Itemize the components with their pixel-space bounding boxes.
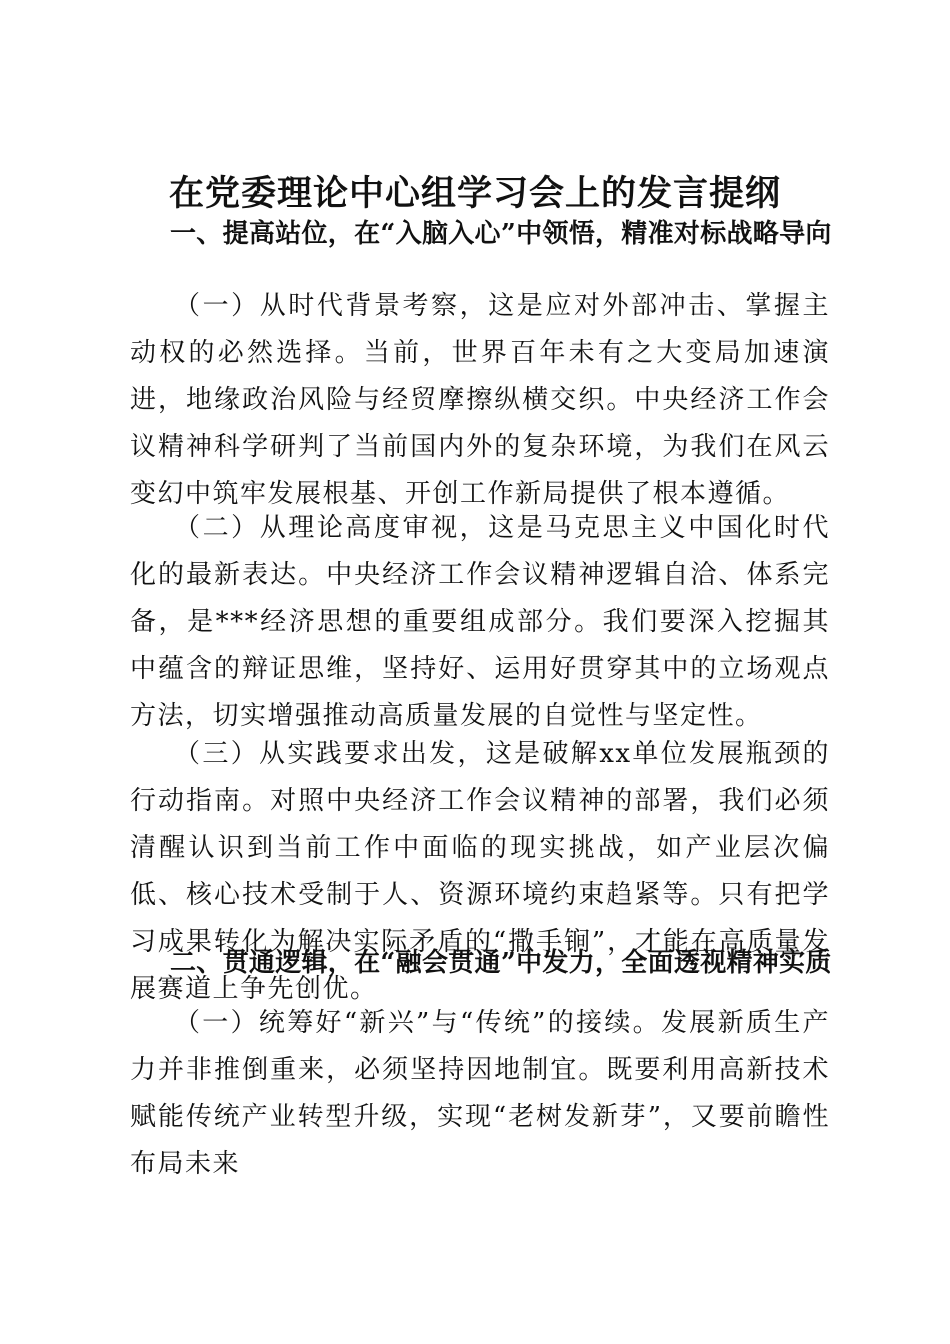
- paragraph-1-2: （二）从理论高度审视，这是马克思主义中国化时代化的最新表达。中央经济工作会议精神逻辑自洽、体系完备，是***经济思想的重要组成部分。我们要深入挖掘其中蕴含的辩证思维，坚持好、运用好贯穿其中的立场观点方法，切实增强推动高质量发展的自觉性与坚定性。: [130, 513, 830, 731]
- paragraph-1-1: （一）从时代背景考察，这是应对外部冲击、掌握主动权的必然选择。当前，世界百年未有之大变局加速演进，地缘政治风险与经贸摩擦纵横交织。中央经济工作会议精神科学研判了当前国内外的复杂环境，为我们在风云变幻中筑牢发展根基、开创工作新局提供了根本遵循。: [130, 291, 830, 509]
- document-title: 在党委理论中心组学习会上的发言提纲: [168, 173, 781, 214]
- paragraph-2-1: （一）统筹好“新兴”与“传统”的接续。发展新质生产力并非推倒重来，必须坚持因地制宜。既要利用高新技术赋能传统产业转型升级，实现“老树发新芽”，又要前瞻性布局未来: [130, 1008, 830, 1179]
- section-heading-2: 二、贯通逻辑，在“融会贯通”中发力，全面透视精神实质: [170, 948, 832, 978]
- paragraph-1-3: （三）从实践要求出发，这是破解xx单位发展瓶颈的行动指南。对照中央经济工作会议精神的部署，我们必须清醒认识到当前工作中面临的现实挑战，如产业层次偏低、核心技术受制于人、资源环境约束趋紧等。只有把学习成果转化为解决实际矛盾的“撒手锏”，才能在高质量发展赛道上争先创优。: [130, 739, 830, 1004]
- section-heading-1: 一、提高站位，在“入脑入心”中领悟，精准对标战略导向: [170, 219, 832, 249]
